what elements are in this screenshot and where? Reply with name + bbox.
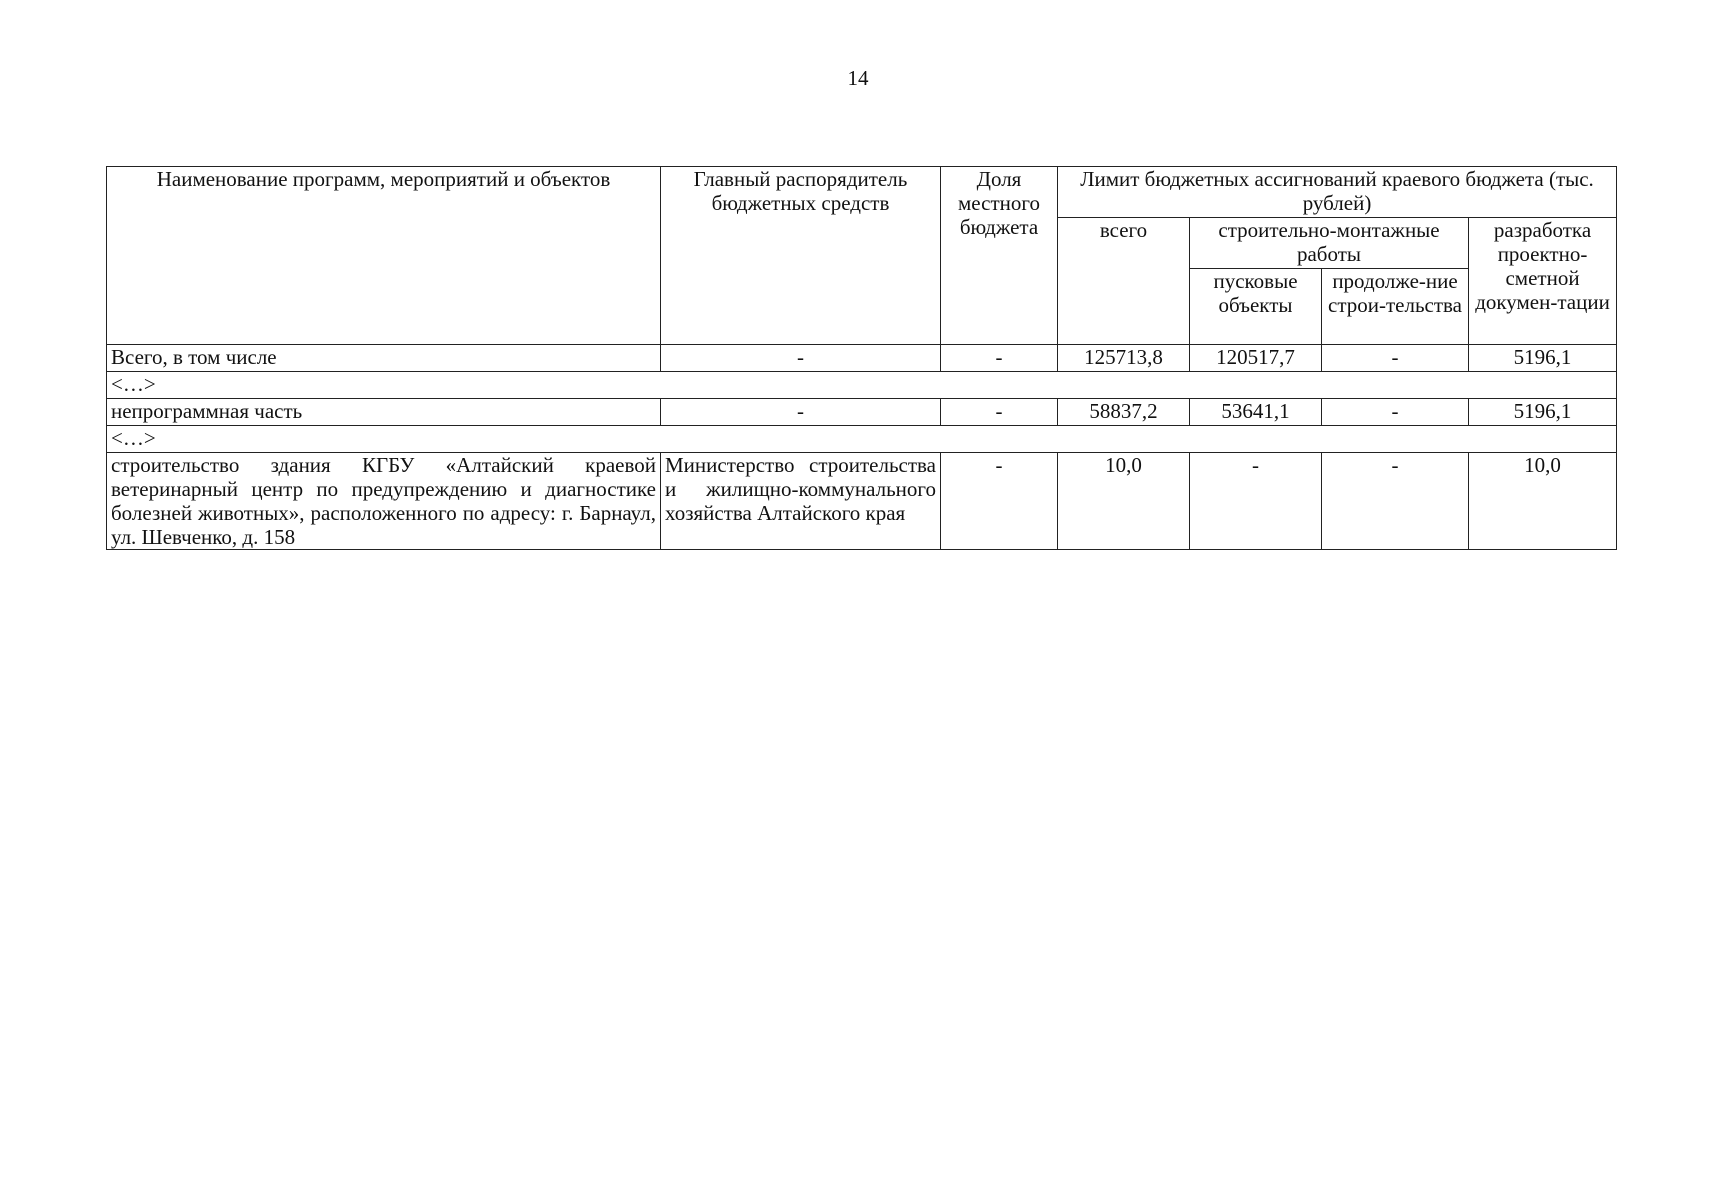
table-row-separator (107, 372, 1617, 399)
row-administrator: - (661, 345, 941, 372)
page-number: 14 (847, 66, 869, 90)
row-local-share: - (941, 399, 1058, 426)
row-name: Всего, в том числе (107, 345, 661, 372)
row-total: 58837,2 (1058, 399, 1190, 426)
row-design: 10,0 (1469, 453, 1617, 550)
row-name: строительство здания КГБУ «Алтайский краевой ветеринарный центр по предупреждению и диагностике болезней животных», расположенного по адресу: г. Барнаул, ул. Шевченко, д. 158 (107, 453, 661, 550)
row-launch: - (1190, 453, 1322, 550)
row-local-share: - (941, 453, 1058, 550)
header-name: Наименование программ, мероприятий и объектов (107, 167, 661, 345)
row-design: 5196,1 (1469, 345, 1617, 372)
row-ellipsis: <…> (107, 426, 1617, 453)
row-name: непрограммная часть (107, 399, 661, 426)
row-administrator: - (661, 399, 941, 426)
table-row-object (107, 453, 1617, 550)
header-continuation: продолже-ние строи-тельства (1322, 269, 1469, 345)
table-row-total (107, 345, 1617, 372)
header-local-share: Доля местного бюджета (941, 167, 1058, 345)
row-continuation: - (1322, 345, 1469, 372)
row-launch: 120517,7 (1190, 345, 1322, 372)
row-local-share: - (941, 345, 1058, 372)
table-row-nonprogram (107, 399, 1617, 426)
header-administrator: Главный распорядитель бюджетных средств (661, 167, 941, 345)
header-limit: Лимит бюджетных ассигнований краевого бюджета (тыс. рублей) (1058, 167, 1617, 218)
row-continuation: - (1322, 453, 1469, 550)
header-construction: строительно-монтажные работы (1190, 218, 1469, 269)
row-total: 125713,8 (1058, 345, 1190, 372)
table-row-separator (107, 426, 1617, 453)
header-design: разработка проектно-сметной докумен-тации (1469, 218, 1617, 345)
row-ellipsis: <…> (107, 372, 1617, 399)
row-administrator: Министерство строительства и жилищно-коммунального хозяйства Алтайского края (661, 453, 941, 550)
row-design: 5196,1 (1469, 399, 1617, 426)
header-launch: пусковые объекты (1190, 269, 1322, 345)
budget-table (106, 166, 1617, 550)
row-total: 10,0 (1058, 453, 1190, 550)
header-total: всего (1058, 218, 1190, 345)
row-continuation: - (1322, 399, 1469, 426)
row-launch: 53641,1 (1190, 399, 1322, 426)
